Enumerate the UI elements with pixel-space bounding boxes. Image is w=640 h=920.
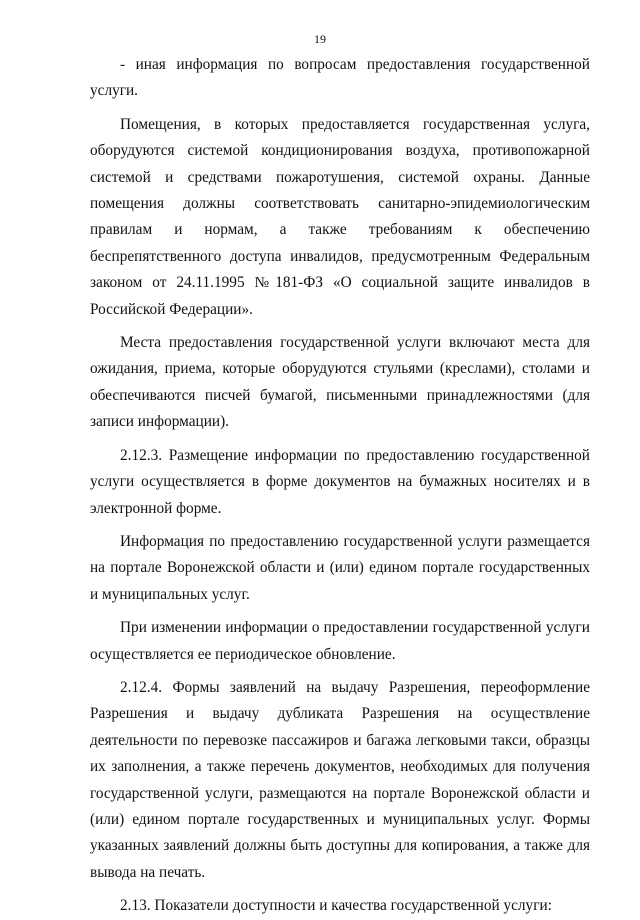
paragraph-premises-equipment: Помещения, в которых предоставляется государственная услуга, оборудуются системой кондиционирования воздуха, противопожарной системой и средствами пожаротушения, системой охраны. Данные помещения должны соответствовать санитарно-эпидемиологическим правилам и нормам, а также требованиям к обеспечению беспрепятственного доступа инвалидов, предусмотренным Федеральным законом от 24.11.1995 №181-ФЗ «О социальной защите инвалидов в Российской Федерации». (90, 115, 590, 318)
page-number: 19 (314, 32, 326, 46)
paragraph-other-information: - иная информация по вопросам предоставления государственной услуги. (90, 56, 590, 100)
document-body (90, 52, 590, 920)
paragraph-periodic-update: При изменении информации о предоставлении государственной услуги осуществляется ее периодическое обновление. (90, 619, 590, 663)
paragraph-2-13-quality-indicators: 2.13. Показатели доступности и качества государственной услуги: (120, 897, 552, 915)
paragraph-service-places: Места предоставления государственной услуги включают места для ожидания, приема, которые оборудуются стульями (креслами), столами и обеспечиваются писчей бумагой, письменными принадлежностями (для записи информации). (90, 334, 590, 431)
paragraph-portal-information: Информация по предоставлению государственной услуги размещается на портале Воронежской области и (или) едином портале государственных и муниципальных услуг. (90, 532, 590, 603)
paragraph-2-12-3-information-placement: 2.12.3. Размещение информации по предоставлению государственной услуги осуществляется в форме документов на бумажных носителях и в электронной форме. (90, 446, 590, 517)
paragraph-2-12-4-application-forms: 2.12.4. Формы заявлений на выдачу Разрешения, переоформление Разрешения и выдачу дубликата Разрешения на осуществление деятельности по перевозке пассажиров и багажа легковыми такси, образцы их заполнения, а также перечень документов, необходимых для получения государственной услуги, размещаются на портале Воронежской области и (или) едином портале государственных и муниципальных услуг. Формы указанных заявлений должны быть доступны для копирования, а также для вывода на печать. (90, 678, 590, 881)
